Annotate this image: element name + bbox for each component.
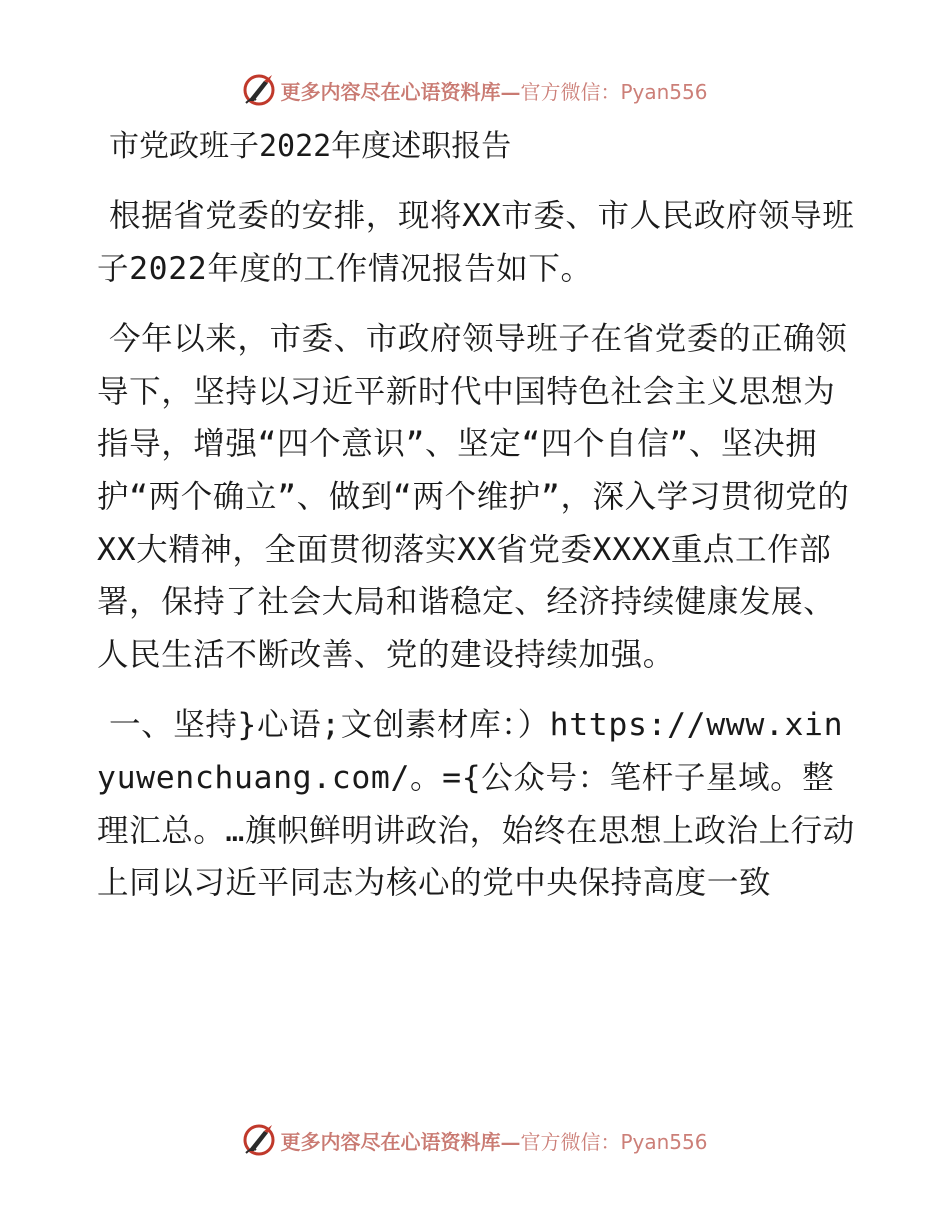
paragraph-1: 根据省党委的安排，现将XX市委、市人民政府领导班子2022年度的工作情况报告如下。 (97, 198, 855, 287)
paragraph-2: 今年以来，市委、市政府领导班子在省党委的正确领导下，坚持以习近平新时代中国特色社会主义思想为指导，增强“四个意识”、坚定“四个自信”、坚决拥护“两个确立”、做到“两个维护”，深入学习贯彻党的XX大精神，全面贯彻落实XX省党委XXXX重点工作部署，保持了社会大局和谐稳定、经济持续健康发展、人民生活不断改善、党的建设持续加强。 (97, 321, 850, 673)
header-banner-text (280, 76, 707, 105)
footer-banner (0, 1120, 950, 1160)
paragraph-3: 一、坚持}心语;文创素材库：）https://www.xinyuwenchuang.com/。={公众号：笔杆子星域。整理汇总。…旗帜鲜明讲政治，始终在思想上政治上行动上同以习近平同志为核心的党中央保持高度一致 (97, 707, 855, 902)
quill-pen-logo-icon (242, 73, 276, 107)
header-banner-dash: — (500, 79, 521, 104)
footer-banner-contact: 官方微信：Pyan556 (520, 1129, 708, 1154)
quill-pen-logo-icon (242, 1123, 276, 1157)
document-body (97, 122, 857, 928)
document-title: 市党政班子2022年度述职报告 (109, 129, 512, 164)
header-banner (0, 70, 950, 110)
header-banner-contact: 官方微信：Pyan556 (520, 79, 708, 104)
header-banner-content (242, 70, 707, 110)
footer-banner-text (280, 1126, 707, 1155)
header-banner-slogan: 更多内容尽在心语资料库 (280, 79, 501, 104)
footer-banner-content (242, 1120, 707, 1160)
footer-banner-slogan: 更多内容尽在心语资料库 (280, 1129, 501, 1154)
footer-banner-dash: — (500, 1129, 521, 1154)
